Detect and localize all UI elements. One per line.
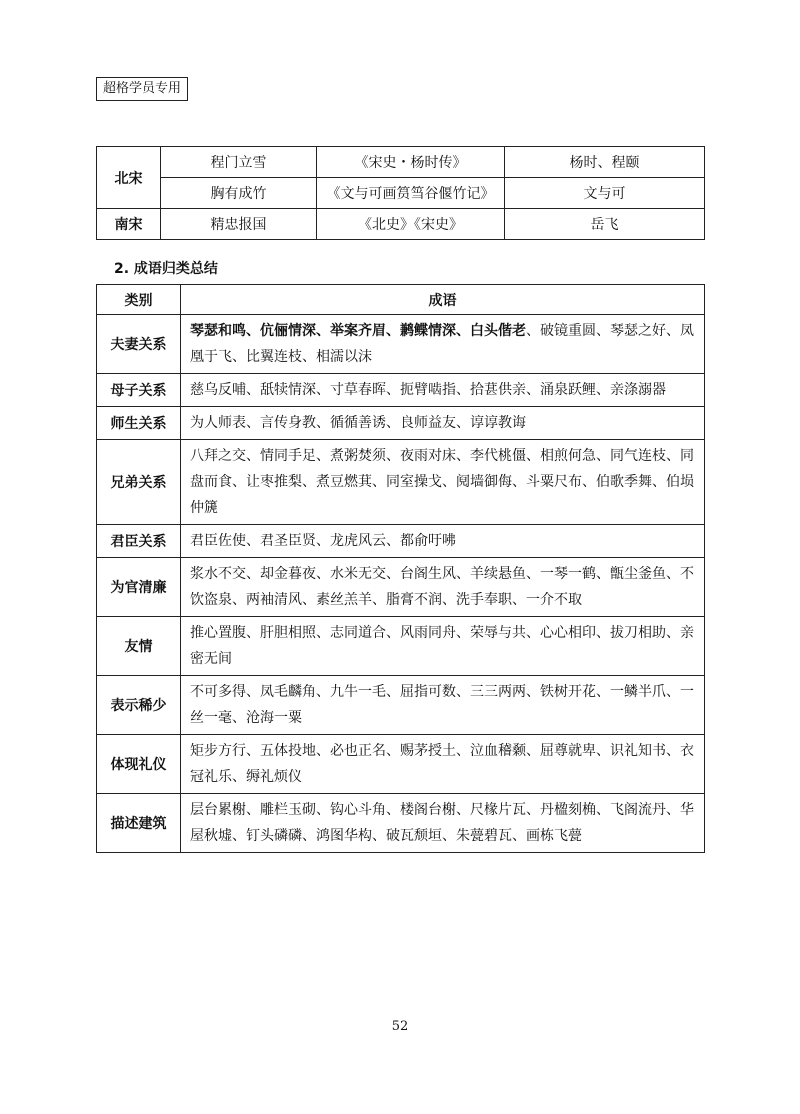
idiom-cell: 胸有成竹 <box>161 178 317 209</box>
table-row <box>97 558 705 617</box>
table-row <box>97 676 705 735</box>
table-header-row <box>97 285 705 315</box>
other-idioms: 、破镜重圆、琴瑟之好、凤凰于飞、比翼连枝、相濡以沫 <box>190 323 694 365</box>
category-header: 类别 <box>97 285 181 315</box>
category-cell: 体现礼仪 <box>97 735 181 794</box>
idioms-cell: 为人师表、言传身教、循循善诱、良师益友、谆谆教诲 <box>181 407 705 440</box>
category-cell: 表示稀少 <box>97 676 181 735</box>
idioms-cell: 层台累榭、雕栏玉砌、钩心斗角、楼阁台榭、尺椽片瓦、丹楹刻桷、飞阁流丹、华屋秋墟、钉头磷磷、鸿图华构、破瓦颓垣、朱甍碧瓦、画栋飞甍 <box>181 794 705 853</box>
idioms-cell: 推心置腹、肝胆相照、志同道合、风雨同舟、荣辱与共、心心相印、拔刀相助、亲密无间 <box>181 617 705 676</box>
page-number: 52 <box>391 1019 409 1034</box>
idioms-cell: 不可多得、凤毛麟角、九牛一毛、屈指可数、三三两两、铁树开花、一鳞半爪、一丝一毫、沧海一粟 <box>181 676 705 735</box>
source-cell: 《宋史・杨时传》 <box>317 147 505 178</box>
table-row <box>97 525 705 558</box>
idioms-header: 成语 <box>181 285 705 315</box>
table-row <box>97 440 705 525</box>
table-row <box>97 617 705 676</box>
source-cell: 《文与可画筼筜谷偃竹记》 <box>317 178 505 209</box>
table-row <box>97 147 705 178</box>
idiom-cell: 精忠报国 <box>161 209 317 240</box>
category-cell: 母子关系 <box>97 374 181 407</box>
idiom-category-table <box>96 284 705 853</box>
table-row <box>97 374 705 407</box>
category-cell: 君臣关系 <box>97 525 181 558</box>
idioms-cell: 慈乌反哺、舐犊情深、寸草春晖、扼臂啮指、拾葚供亲、涌泉跃鲤、亲涤溺器 <box>181 374 705 407</box>
category-cell: 为官清廉 <box>97 558 181 617</box>
table-row <box>97 315 705 374</box>
idiom-cell: 程门立雪 <box>161 147 317 178</box>
category-cell: 夫妻关系 <box>97 315 181 374</box>
table-row <box>97 209 705 240</box>
table-row <box>97 407 705 440</box>
person-cell: 文与可 <box>505 178 705 209</box>
idioms-cell: 君臣佐使、君圣臣贤、龙虎风云、都俞吁咈 <box>181 525 705 558</box>
table-row <box>97 735 705 794</box>
student-only-stamp: 超格学员专用 <box>96 77 188 101</box>
person-cell: 杨时、程颐 <box>505 147 705 178</box>
section-title: 2. 成语归类总结 <box>114 261 218 277</box>
idioms-cell: 矩步方行、五体投地、必也正名、赐茅授土、泣血稽颡、屈尊就卑、识礼知书、衣冠礼乐、缛礼烦仪 <box>181 735 705 794</box>
category-cell: 友情 <box>97 617 181 676</box>
era-cell: 南宋 <box>97 209 161 240</box>
source-cell: 《北史》《宋史》 <box>317 209 505 240</box>
person-cell: 岳飞 <box>505 209 705 240</box>
category-cell: 师生关系 <box>97 407 181 440</box>
table-row <box>97 178 705 209</box>
table-row <box>97 794 705 853</box>
category-cell: 兄弟关系 <box>97 440 181 525</box>
idioms-cell: 浆水不交、却金暮夜、水米无交、台阁生风、羊续悬鱼、一琴一鹤、甑尘釜鱼、不饮盗泉、两袖清风、素丝羔羊、脂膏不润、洗手奉职、一介不取 <box>181 558 705 617</box>
idioms-cell: 八拜之交、情同手足、煮粥焚须、夜雨对床、李代桃僵、相煎何急、同气连枝、同盘而食、让枣推梨、煮豆燃萁、同室操戈、阋墙御侮、斗粟尺布、伯歌季舞、伯埙仲篪 <box>181 440 705 525</box>
era-cell: 北宋 <box>97 147 161 209</box>
category-cell: 描述建筑 <box>97 794 181 853</box>
idiom-origin-table <box>96 146 705 240</box>
idioms-cell <box>181 315 705 374</box>
key-idioms: 琴瑟和鸣、伉俪情深、举案齐眉、鹣鲽情深、白头偕老 <box>190 323 526 339</box>
